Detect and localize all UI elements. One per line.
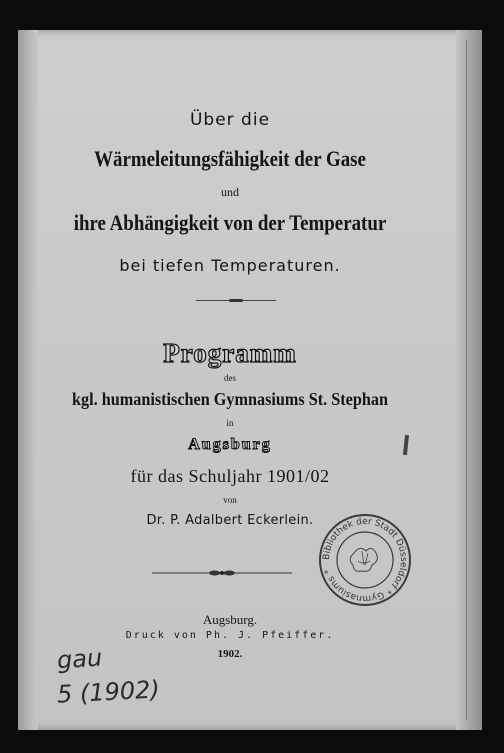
- city-name: Augsburg: [188, 436, 272, 453]
- divider-rule: [196, 300, 276, 301]
- ornament-divider: [152, 566, 292, 580]
- page-right-edge: [456, 30, 482, 730]
- title-line-3: und: [221, 185, 239, 199]
- imprint-place: Augsburg.: [202, 612, 258, 627]
- handwritten-shelfmark-2: 5 (1902): [56, 675, 161, 709]
- imprint-printer: Druck von Ph. J. Pfeiffer.: [125, 630, 335, 641]
- school-name: kgl. humanistischen Gymnasiums St. Stephan: [71, 389, 388, 409]
- school-year: für das Schuljahr 1901/02: [130, 466, 330, 486]
- library-stamp: [318, 513, 412, 607]
- handwritten-shelfmark-1: gau: [56, 643, 104, 675]
- imprint-year: 1902.: [217, 648, 243, 660]
- title-line-5: bei tiefen Temperaturen.: [119, 256, 341, 275]
- stamp-text: Bibliothek der Stadt Düsseldorf * Gymnasiums *: [321, 516, 409, 604]
- author-name: Dr. P. Adalbert Eckerlein.: [146, 513, 314, 528]
- title-line-2: Wärmeleitungsfähigkeit der Gase: [94, 146, 366, 171]
- title-line-1: Über die: [189, 110, 271, 130]
- programm-in: in: [226, 418, 234, 428]
- title-line-4: ihre Abhängigkeit von der Temperatur: [73, 210, 387, 235]
- programm-des: des: [224, 373, 236, 383]
- programm-heading: Programm: [163, 338, 297, 368]
- programm-von: von: [223, 495, 237, 505]
- svg-text:Bibliothek der Stadt Düsseldor: [322, 517, 408, 603]
